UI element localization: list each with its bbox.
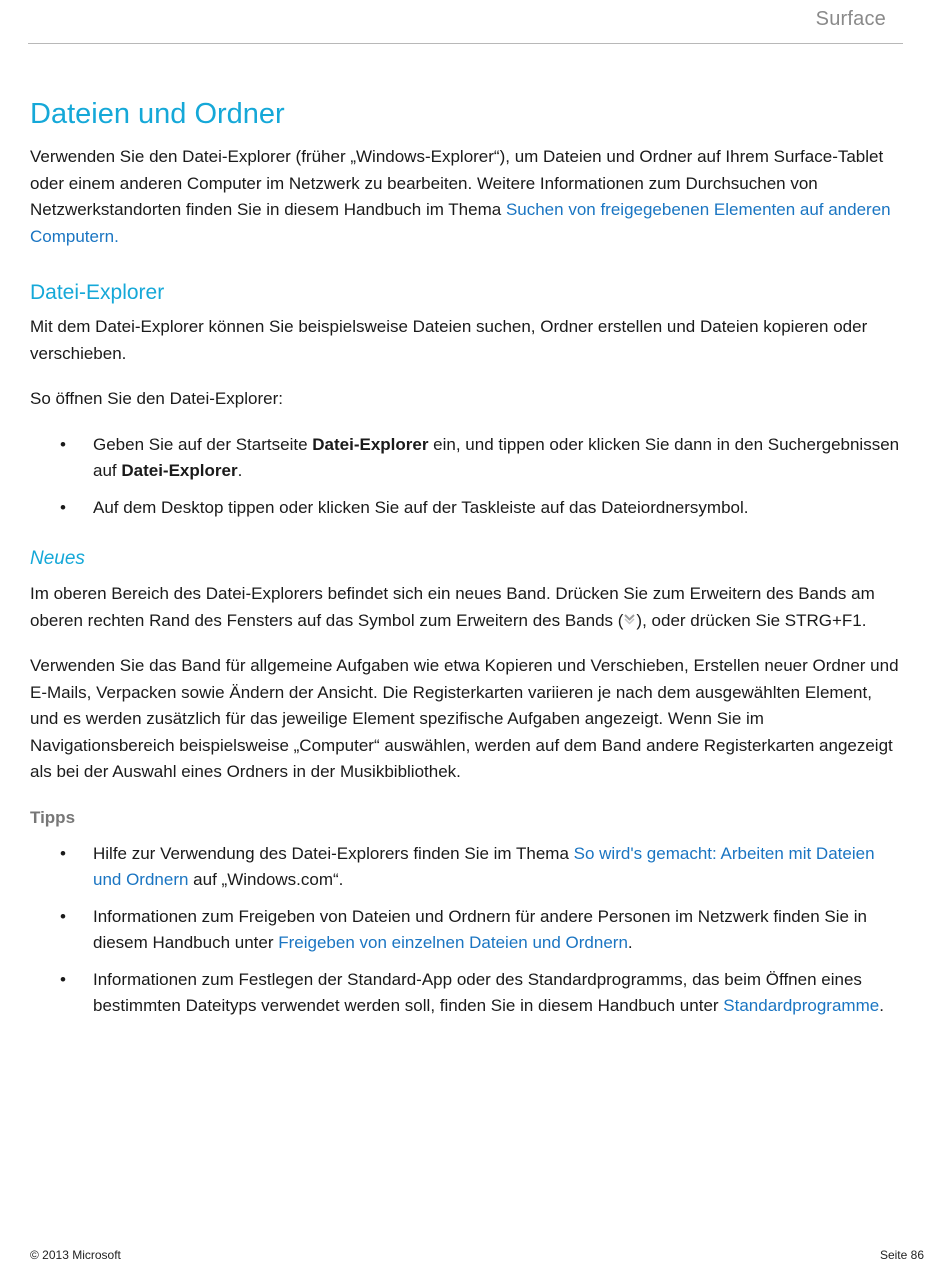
brand-logo-text: Surface <box>815 8 886 30</box>
footer-copyright: © 2013 Microsoft <box>30 1248 121 1262</box>
step1-text-a: Geben Sie auf der Startseite <box>93 434 313 454</box>
list-item <box>30 432 902 485</box>
bullet: • <box>60 969 66 989</box>
tip3-text-before: Informationen zum Festlegen der Standard-App oder des Standardprogramms, das beim Öffnen eines bestimmten Dateityps verwendet werden soll, finden Sie in diesem Handbuch unter <box>93 969 862 1015</box>
list-item <box>30 841 902 894</box>
page-content <box>30 94 902 1030</box>
intro-period: . <box>114 226 119 246</box>
tip1-text-before: Hilfe zur Verwendung des Datei-Explorers finden Sie im Thema <box>93 843 574 863</box>
ribbon-text-before: Im oberen Bereich des Datei-Explorers befindet sich ein neues Band. Drücken Sie zum Erweitern des Bands am oberen rechten Rand des Fensters auf das Symbol zum Erweitern des Bands ( <box>30 584 875 630</box>
explorer-open-intro: So öffnen Sie den Datei-Explorer: <box>30 389 283 408</box>
bullet: • <box>60 906 66 926</box>
step1-bold-a: Datei-Explorer <box>312 434 429 454</box>
link-default-programs[interactable]: Standardprogramme <box>723 996 880 1015</box>
step1-text-b: ein, und tippen oder klicken Sie dann in den Suchergebnissen auf <box>93 434 900 480</box>
neues-paragraph-ribbon <box>30 581 902 634</box>
step2-text: Auf dem Desktop tippen oder klicken Sie auf der Taskleiste auf das Dateiordnersymbol. <box>93 497 749 517</box>
step1-text-c: . <box>237 461 243 480</box>
subheading-neues: Neues <box>30 548 85 569</box>
link-network-search[interactable]: Suchen von freigegebenen Elementen auf anderen Computern <box>30 200 891 246</box>
tip1-text-after: auf „Windows.com“. <box>188 870 344 889</box>
list-item <box>30 967 902 1020</box>
tip2-text-after: . <box>627 933 633 952</box>
footer-page-number: Seite 86 <box>879 1248 924 1262</box>
tips-list <box>30 841 902 1020</box>
chevron-down-icon <box>623 612 636 625</box>
open-steps-list <box>30 432 902 522</box>
neues-paragraph-tabs: Verwenden Sie das Band für allgemeine Aufgaben wie etwa Kopieren und Verschieben, Erstellen neuer Ordner und E-Mails, Verpacken sowie Ändern der Ansicht. Die Registerkarten variieren je nach dem ausgewählten Element, und es werden zusätzlich für das jeweilige Element spezifische Aufgaben angezeigt. Wenn Sie im Navigationsbereich beispielsweise „Computer“ auswählen, werden auf dem Band andere Registerkarten angezeigt als bei der Auswahl eines Ordners in der Musikbibliothek. <box>30 656 899 781</box>
page-title: Dateien und Ordner <box>30 98 285 130</box>
list-item <box>30 904 902 957</box>
bullet: • <box>60 434 66 454</box>
intro-text: Verwenden Sie den Datei-Explorer (früher „Windows-Explorer“), um Dateien und Ordner auf Ihrem Surface-Tablet oder einem anderen Computer im Netzwerk zu bearbeiten. Weitere Informationen zum Durchsuchen von Netzwerkstandorten finden Sie in diesem Handbuch im Thema <box>30 147 884 219</box>
link-how-to-files-folders[interactable]: So wird's gemacht: Arbeiten mit Dateien und Ordnern <box>93 843 875 889</box>
link-share-files-folders[interactable]: Freigeben von einzelnen Dateien und Ordnern <box>278 933 628 952</box>
step1-bold-b: Datei-Explorer <box>121 461 238 480</box>
section-heading-file-explorer: Datei-Explorer <box>30 281 165 304</box>
header-divider <box>28 43 903 44</box>
ribbon-text-after: ), oder drücken Sie STRG+F1. <box>636 610 867 630</box>
tips-heading: Tipps <box>30 807 76 827</box>
explorer-description: Mit dem Datei-Explorer können Sie beispielsweise Dateien suchen, Ordner erstellen und Dateien kopieren oder verschieben. <box>30 317 868 363</box>
tip3-text-after: . <box>879 996 884 1015</box>
intro-paragraph <box>30 144 902 250</box>
tip2-text-before: Informationen zum Freigeben von Dateien und Ordnern für andere Personen im Netzwerk finden Sie in diesem Handbuch unter <box>93 906 867 952</box>
bullet: • <box>60 843 66 863</box>
bullet: • <box>60 497 66 517</box>
list-item <box>30 495 902 522</box>
